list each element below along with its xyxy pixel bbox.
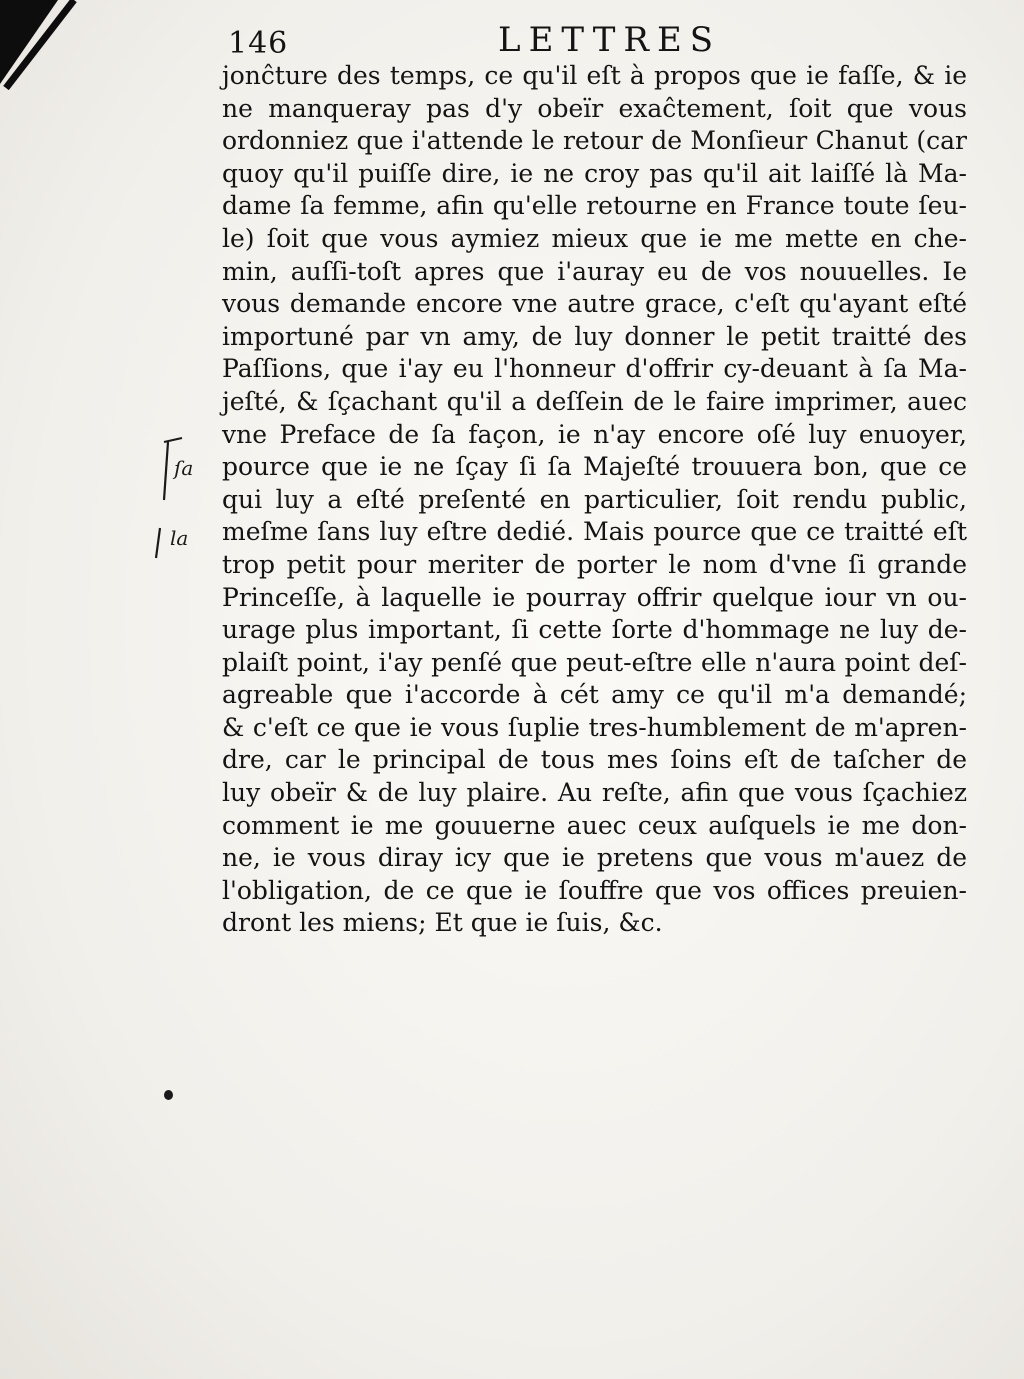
- page-header: [228, 18, 968, 66]
- text-line: plaiſt point, i'ay penſé que peut-eſtre elle n'aura point deſ-: [222, 647, 967, 677]
- text-line: qui luy a eſté preſenté en particulier, ſoit rendu public,: [222, 484, 967, 514]
- text-line: trop petit pour meriter de porter le nom d'vne ſi grande: [222, 549, 967, 579]
- text-line: Paſſions, que i'ay eu l'honneur d'offrir cy-deuant à ſa Ma-: [222, 354, 967, 384]
- text-line: min, auſſi-toſt apres que i'auray eu de vos nouuelles. Ie: [222, 256, 967, 286]
- margin-note-2: la: [170, 526, 189, 550]
- text-line: agreable que i'accorde à cét amy ce qu'il m'a demandé;: [222, 680, 967, 710]
- text-line: dame ſa femme, afin qu'elle retourne en France toute ſeu-: [222, 191, 967, 221]
- scan-corner-graphic: [0, 0, 90, 90]
- text-line: dre, car le principal de tous mes ſoins eſt de taſcher de: [222, 745, 967, 775]
- letter-text: [222, 60, 967, 940]
- ink-spot: [164, 1090, 173, 1100]
- text-line: ne manqueray pas d'y obeïr exaĉtement, ſoit que vous: [222, 93, 967, 123]
- text-line: dront les miens; Et que ie ſuis, &c.: [222, 908, 663, 938]
- text-line: luy obeïr & de luy plaire. Au reſte, afin que vous ſçachiez: [222, 778, 967, 808]
- text-line: vous demande encore vne autre grace, c'eſt qu'ayant eſté: [222, 289, 967, 319]
- scan-corner-shadow: [0, 0, 90, 90]
- text-line: l'obligation, de ce que ie ſouffre que vos offices preuien-: [222, 875, 967, 905]
- text-line: ordonniez que i'attende le retour de Monſieur Chanut (car: [222, 126, 967, 156]
- text-line: jeſté, & ſçachant qu'il a deſſein de le faire imprimer, auec: [222, 386, 967, 416]
- text-line: le) ſoit que vous aymiez mieux que ie me mette en che-: [222, 223, 967, 253]
- text-line: vne Preface de ſa façon, ie n'ay encore oſé luy enuoyer,: [222, 419, 967, 449]
- text-line: pource que ie ne ſçay ſi ſa Majeſté trouuera bon, que ce: [222, 452, 967, 482]
- page-number: 146: [228, 26, 289, 61]
- running-head: LETTRES: [498, 20, 722, 60]
- text-line: Princeſſe, à laquelle ie pourray offrir quelque iour vn ou-: [222, 582, 967, 612]
- text-line: quoy qu'il puiſſe dire, ie ne croy pas qu'il ait laiſſé là Ma-: [222, 158, 967, 188]
- text-line: urage plus important, ſi cette ſorte d'hommage ne luy de-: [222, 615, 967, 645]
- margin-note-1: ſa: [174, 456, 194, 480]
- text-line: & c'eſt ce que ie vous ſuplie tres-humblement de m'apren-: [222, 712, 967, 742]
- text-line: comment ie me gouuerne auec ceux auſquels ie me don-: [222, 810, 967, 840]
- text-line: jonĉture des temps, ce qu'il eſt à propos que ie faſſe, & ie: [222, 61, 967, 90]
- text-line: ne, ie vous diray icy que ie pretens que vous m'auez de: [222, 843, 967, 873]
- text-line: meſme ſans luy eſtre dedié. Mais pource que ce traitté eſt: [222, 517, 967, 547]
- text-line: importuné par vn amy, de luy donner le petit traitté des: [222, 321, 967, 351]
